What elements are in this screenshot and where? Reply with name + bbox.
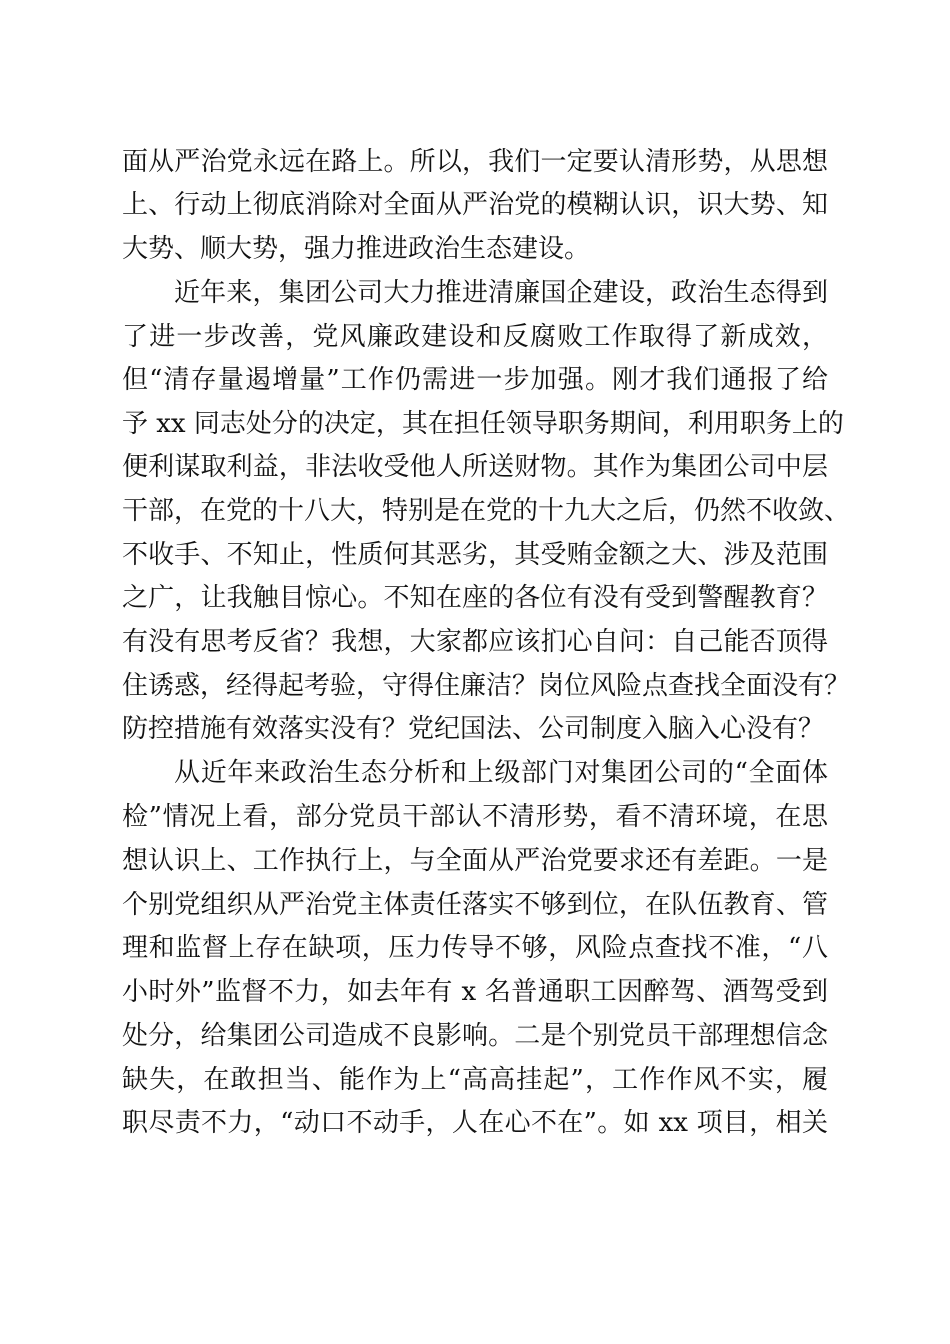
text-line: 了进一步改善，党风廉政建设和反腐败工作取得了新成效， — [122, 322, 828, 352]
text-line: 有没有思考反省？我想，大家都应该扪心自问：自己能否顶得 — [122, 627, 828, 657]
text-line: 职尽责不力，“动口不动手，人在心不在”。如 xx 项目，相关 — [122, 1108, 828, 1138]
text-line: 大势、顺大势，强力推进政治生态建设。 — [122, 234, 591, 264]
text-line: 干部，在党的十八大，特别是在党的十九大之后，仍然不收敛、 — [122, 496, 851, 526]
text-line: 小时外”监督不力，如去年有 x 名普通职工因醉驾、酒驾受到 — [122, 977, 828, 1007]
paragraph-first-line: 近年来，集团公司大力推进清廉国企建设，政治生态得到 — [174, 278, 828, 308]
text-line: 之广，让我触目惊心。不知在座的各位有没有受到警醒教育？ — [122, 583, 828, 613]
text-line: 防控措施有效落实没有？党纪国法、公司制度入脑入心没有？ — [122, 714, 825, 744]
text-line: 不收手、不知止，性质何其恶劣，其受贿金额之大、涉及范围 — [122, 540, 828, 570]
text-line: 缺失，在敢担当、能作为上“高高挂起”，工作作风不实，履 — [122, 1065, 828, 1095]
text-line: 处分，给集团公司造成不良影响。二是个别党员干部理想信念 — [122, 1021, 828, 1051]
text-line: 理和监督上存在缺项，压力传导不够，风险点查找不准，“八 — [122, 933, 828, 963]
text-line: 个别党组织从严治党主体责任落实不够到位，在队伍教育、管 — [122, 890, 828, 920]
text-line: 便利谋取利益，非法收受他人所送财物。其作为集团公司中层 — [122, 452, 828, 482]
text-line: 想认识上、工作执行上，与全面从严治党要求还有差距。一是 — [122, 846, 828, 876]
text-line: 但“清存量遏增量”工作仍需进一步加强。刚才我们通报了给 — [122, 365, 828, 395]
text-line: 予 xx 同志处分的决定，其在担任领导职务期间，利用职务上的 — [122, 409, 844, 439]
text-line: 面从严治党永远在路上。所以，我们一定要认清形势，从思想 — [122, 147, 828, 177]
text-line: 检”情况上看，部分党员干部认不清形势，看不清环境，在思 — [122, 802, 828, 832]
text-line: 上、行动上彻底消除对全面从严治党的模糊认识，识大势、知 — [122, 190, 828, 220]
text-line: 住诱惑，经得起考验，守得住廉洁？岗位风险点查找全面没有？ — [122, 671, 851, 701]
paragraph-first-line: 从近年来政治生态分析和上级部门对集团公司的“全面体 — [174, 758, 828, 788]
